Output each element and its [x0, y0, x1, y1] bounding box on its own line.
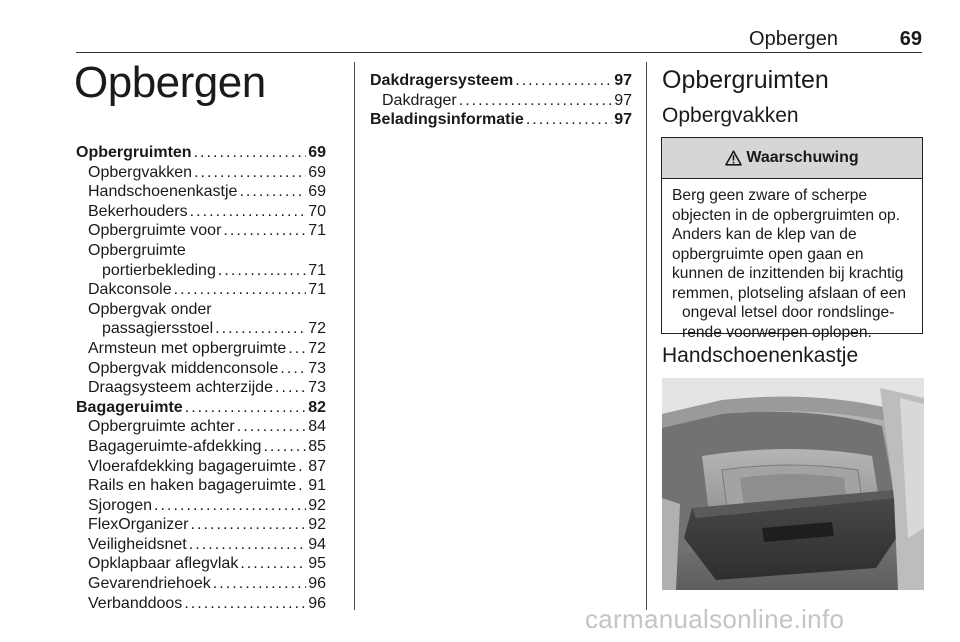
toc-leader-dots — [185, 398, 307, 418]
toc-entry-chapter[interactable] — [370, 71, 632, 91]
toc-entry-page: 84 — [308, 418, 326, 436]
toc-leader-dots — [526, 110, 612, 130]
toc-leader-dots — [239, 182, 306, 202]
toc-entry[interactable] — [76, 182, 326, 202]
toc-entry-page: 82 — [308, 398, 326, 416]
toc-entry-title: Vloerafdekking bagageruimte — [88, 457, 297, 475]
toc-leader-dots — [515, 71, 612, 91]
toc-entry-page: 72 — [308, 339, 326, 357]
toc-entry-title: Rails en haken bagageruimte — [88, 477, 297, 495]
warning-line: opbergruimte open gaan en — [672, 245, 864, 263]
toc-entry[interactable] — [76, 359, 326, 379]
toc-entry[interactable] — [76, 202, 326, 222]
running-header-title: Opbergen — [749, 28, 838, 50]
table-of-contents-column-1 — [76, 143, 326, 613]
toc-entry-title: Opklapbaar aflegvlak — [88, 555, 239, 573]
warning-line: rende voorwerpen oplopen. — [682, 323, 872, 341]
column-divider-2 — [646, 62, 647, 610]
toc-entry-page: 92 — [308, 496, 326, 514]
toc-entry-page: 69 — [308, 183, 326, 201]
toc-entry-title: Dakdrager — [382, 91, 457, 109]
toc-entry-title: Opbergvakken — [88, 163, 193, 181]
toc-entry-page: 85 — [308, 437, 326, 455]
warning-line: objecten in de opbergruimten op. — [672, 206, 900, 224]
warning-box — [661, 137, 923, 341]
toc-entry[interactable] — [76, 437, 326, 457]
toc-entry-title: Opbergruimte achter — [88, 418, 235, 436]
toc-entry-page: 94 — [308, 535, 326, 553]
toc-entry-title: Bagageruimte-afdekking — [88, 437, 262, 455]
toc-leader-dots — [237, 417, 306, 437]
toc-entry-page: 71 — [308, 261, 326, 279]
toc-entry-page: 73 — [308, 379, 326, 397]
subsection-title: Opbergvakken — [662, 104, 799, 127]
page-number: 69 — [899, 28, 922, 50]
toc-entry-page: 97 — [614, 72, 632, 89]
toc-entry-chapter[interactable] — [370, 110, 632, 130]
toc-entry[interactable] — [76, 221, 326, 241]
toc-entry-title: Dakdragersysteem — [370, 72, 514, 89]
toc-leader-dots — [298, 476, 306, 496]
toc-leader-dots — [194, 163, 306, 183]
toc-leader-dots — [275, 378, 306, 398]
toc-entry[interactable] — [370, 91, 632, 111]
header-rule — [76, 52, 922, 53]
toc-entry-page: 97 — [614, 111, 632, 129]
toc-entry[interactable] — [76, 163, 326, 183]
toc-entry[interactable] — [76, 535, 326, 555]
toc-entry[interactable] — [76, 241, 326, 261]
toc-entry-title: Dakconsole — [88, 281, 172, 299]
toc-entry-page: 71 — [308, 222, 326, 240]
toc-entry-title: Beladingsinformatie — [370, 111, 524, 129]
toc-leader-dots — [298, 457, 306, 477]
toc-entry[interactable] — [76, 457, 326, 477]
toc-entry-page: 87 — [308, 457, 326, 475]
toc-entry-page: 70 — [308, 202, 326, 220]
toc-entry-page: 96 — [308, 594, 326, 612]
watermark: carmanualsonline.info — [585, 604, 845, 634]
chapter-title: Opbergen — [74, 58, 266, 107]
toc-entry-title: FlexOrganizer — [88, 516, 189, 534]
toc-entry-page: 69 — [308, 163, 326, 181]
toc-entry[interactable] — [76, 496, 326, 516]
toc-entry[interactable] — [76, 417, 326, 437]
toc-entry[interactable] — [76, 476, 326, 496]
toc-entry[interactable] — [76, 339, 326, 359]
toc-entry-title: Verbanddoos — [88, 594, 183, 612]
column-divider-1 — [354, 62, 355, 610]
warning-line: remmen, plotseling afslaan of een — [672, 284, 907, 302]
toc-leader-dots — [194, 143, 307, 163]
toc-entry[interactable] — [76, 554, 326, 574]
toc-entry-title: Gevarendriehoek — [88, 575, 211, 593]
toc-entry-chapter[interactable] — [76, 398, 326, 418]
toc-leader-dots — [215, 319, 306, 339]
toc-entry-title: Armsteun met opbergruimte — [88, 339, 287, 357]
toc-entry-page: 96 — [308, 575, 326, 593]
warning-line: Anders kan de klep van de — [672, 226, 857, 243]
toc-leader-dots — [459, 91, 613, 111]
section-title: Opbergruimten — [662, 66, 829, 94]
toc-leader-dots — [190, 515, 306, 535]
toc-entry-page: 97 — [614, 91, 632, 109]
toc-entry[interactable] — [76, 378, 326, 398]
toc-leader-dots — [288, 339, 306, 359]
warning-triangle-icon — [725, 150, 742, 166]
toc-entry-title: Opbergvak onder — [88, 300, 212, 318]
toc-entry-title: passagiersstoel — [102, 320, 214, 338]
toc-entry-page: 91 — [308, 477, 326, 495]
toc-leader-dots — [280, 359, 306, 379]
table-of-contents-column-2 — [370, 71, 632, 130]
toc-leader-dots — [263, 437, 306, 457]
toc-leader-dots — [190, 202, 307, 222]
toc-entry-title: Bekerhouders — [88, 202, 188, 220]
toc-entry-title: Bagageruimte — [76, 398, 183, 416]
toc-entry-title: Veiligheidsnet — [88, 535, 187, 553]
toc-entry-page: 72 — [308, 320, 326, 338]
warning-header — [662, 138, 922, 179]
toc-leader-dots — [174, 280, 307, 300]
toc-entry[interactable] — [76, 261, 326, 281]
warning-title: Waarschuwing — [746, 149, 859, 166]
toc-leader-dots — [154, 496, 306, 516]
toc-entry-page: 95 — [308, 555, 326, 573]
toc-entry-title: Opbergvak middenconsole — [88, 359, 279, 377]
glovebox-illustration — [662, 378, 924, 590]
toc-entry-title: Opbergruimte voor — [88, 222, 222, 240]
toc-entry-chapter[interactable] — [76, 143, 326, 163]
toc-entry-page: 73 — [308, 359, 326, 377]
toc-entry[interactable] — [76, 574, 326, 594]
toc-entry-page: 71 — [308, 281, 326, 299]
toc-leader-dots — [240, 554, 306, 574]
glovebox-photo — [662, 378, 924, 590]
subsection-title-glovebox: Handschoenenkastje — [662, 344, 859, 367]
toc-entry-title: Handschoenenkastje — [88, 183, 238, 201]
toc-entry[interactable] — [76, 319, 326, 339]
toc-entry[interactable] — [76, 594, 326, 614]
toc-entry[interactable] — [76, 300, 326, 320]
toc-leader-dots — [184, 594, 306, 614]
toc-entry-title: Sjorogen — [88, 496, 153, 514]
toc-entry-title: Opbergruimte — [88, 241, 186, 259]
toc-entry-page: 69 — [308, 144, 326, 161]
warning-line: kunnen de inzittenden bij krachtig — [672, 265, 904, 282]
toc-leader-dots — [213, 574, 306, 594]
toc-leader-dots — [189, 535, 306, 555]
warning-line: ongeval letsel door rondslinge- — [682, 304, 895, 321]
warning-text — [662, 179, 922, 342]
toc-entry-title: Draagsysteem achterzijde — [88, 379, 273, 397]
toc-entry[interactable] — [76, 280, 326, 300]
toc-entry[interactable] — [76, 515, 326, 535]
toc-entry-title: Opbergruimten — [76, 144, 192, 161]
toc-leader-dots — [223, 221, 306, 241]
toc-leader-dots — [218, 261, 306, 281]
warning-line: Berg geen zware of scherpe — [672, 187, 868, 204]
toc-entry-title: portierbekleding — [102, 261, 216, 279]
toc-entry-page: 92 — [308, 516, 326, 534]
